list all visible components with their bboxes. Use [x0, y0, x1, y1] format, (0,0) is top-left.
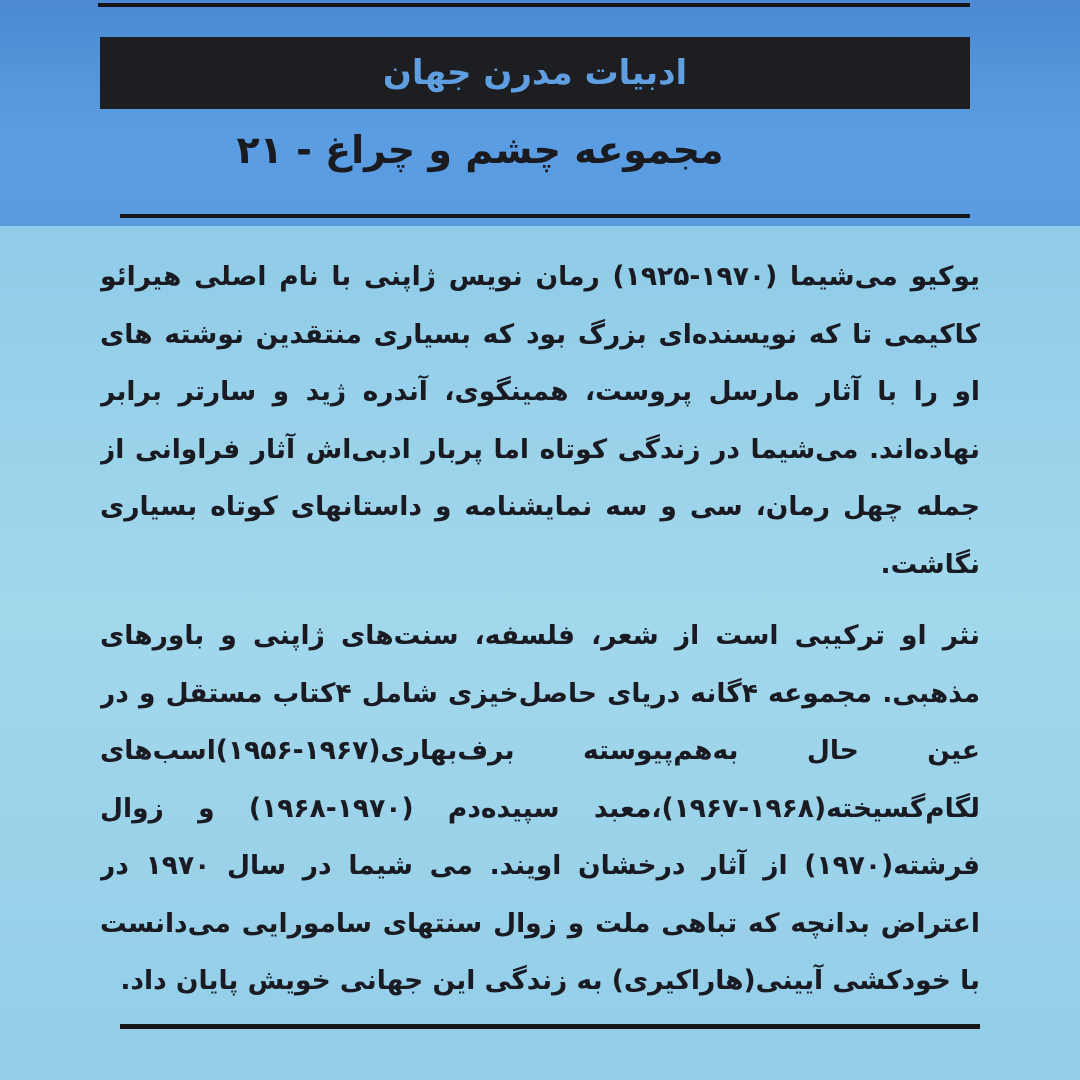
series-title-bar: [100, 37, 970, 109]
bio-paragraph-2: نثر او ترکیبی است از شعر، فلسفه، سنت‌های ژاپنی و باورهای مذهبی. مجموعه ۴گانه دریای حاصل‌خیزی شامل ۴کتاب مستقل و در عین حال به‌هم‌پیوسته برف‌بهاری(۱۹۶۷-۱۹۵۶)اسب‌های لگام‌گسیخته(۱۹۶۸-۱۹۶۷)،معبد سپیده‌دم (۱۹۷۰-۱۹۶۸) و زوال فرشته(۱۹۷۰) از آثار درخشان اویند. می شیما در سال ۱۹۷۰ در اعتراض بدانچه که تباهی ملت و زوال سنتهای سامورایی می‌دانست با خودکشی آیینی(هاراکیری) به زندگی این جهانی خویش پایان داد.: [100, 620, 980, 996]
top-color-band: [0, 0, 1080, 226]
bottom-divider: [120, 1024, 980, 1029]
author-bio: [100, 248, 980, 1008]
bio-paragraph-1: یوکیو می‌شیما (۱۹۷۰-۱۹۲۵) رمان نویس ژاپنی با نام اصلی هیرائو کاکیمی تا که نویسنده‌ای بزرگ بود که بسیاری منتقدین نوشته های او را با آثار مارسل پروست، همینگوی، آندره ژید و سارتر برابر نهاده‌اند. می‌شیما در زندگی کوتاه اما پربار ادبی‌اش آثار فراوانی از جمله چهل رمان، سی و سه نمایشنامه و داستانهای کوتاه بسیاری نگاشت.: [100, 261, 980, 580]
title-divider: [120, 214, 970, 218]
series-title: ادبیات مدرن جهان: [382, 53, 688, 93]
top-divider: [98, 3, 970, 7]
collection-title: مجموعه چشم و چراغ - ۲۱: [236, 128, 724, 172]
